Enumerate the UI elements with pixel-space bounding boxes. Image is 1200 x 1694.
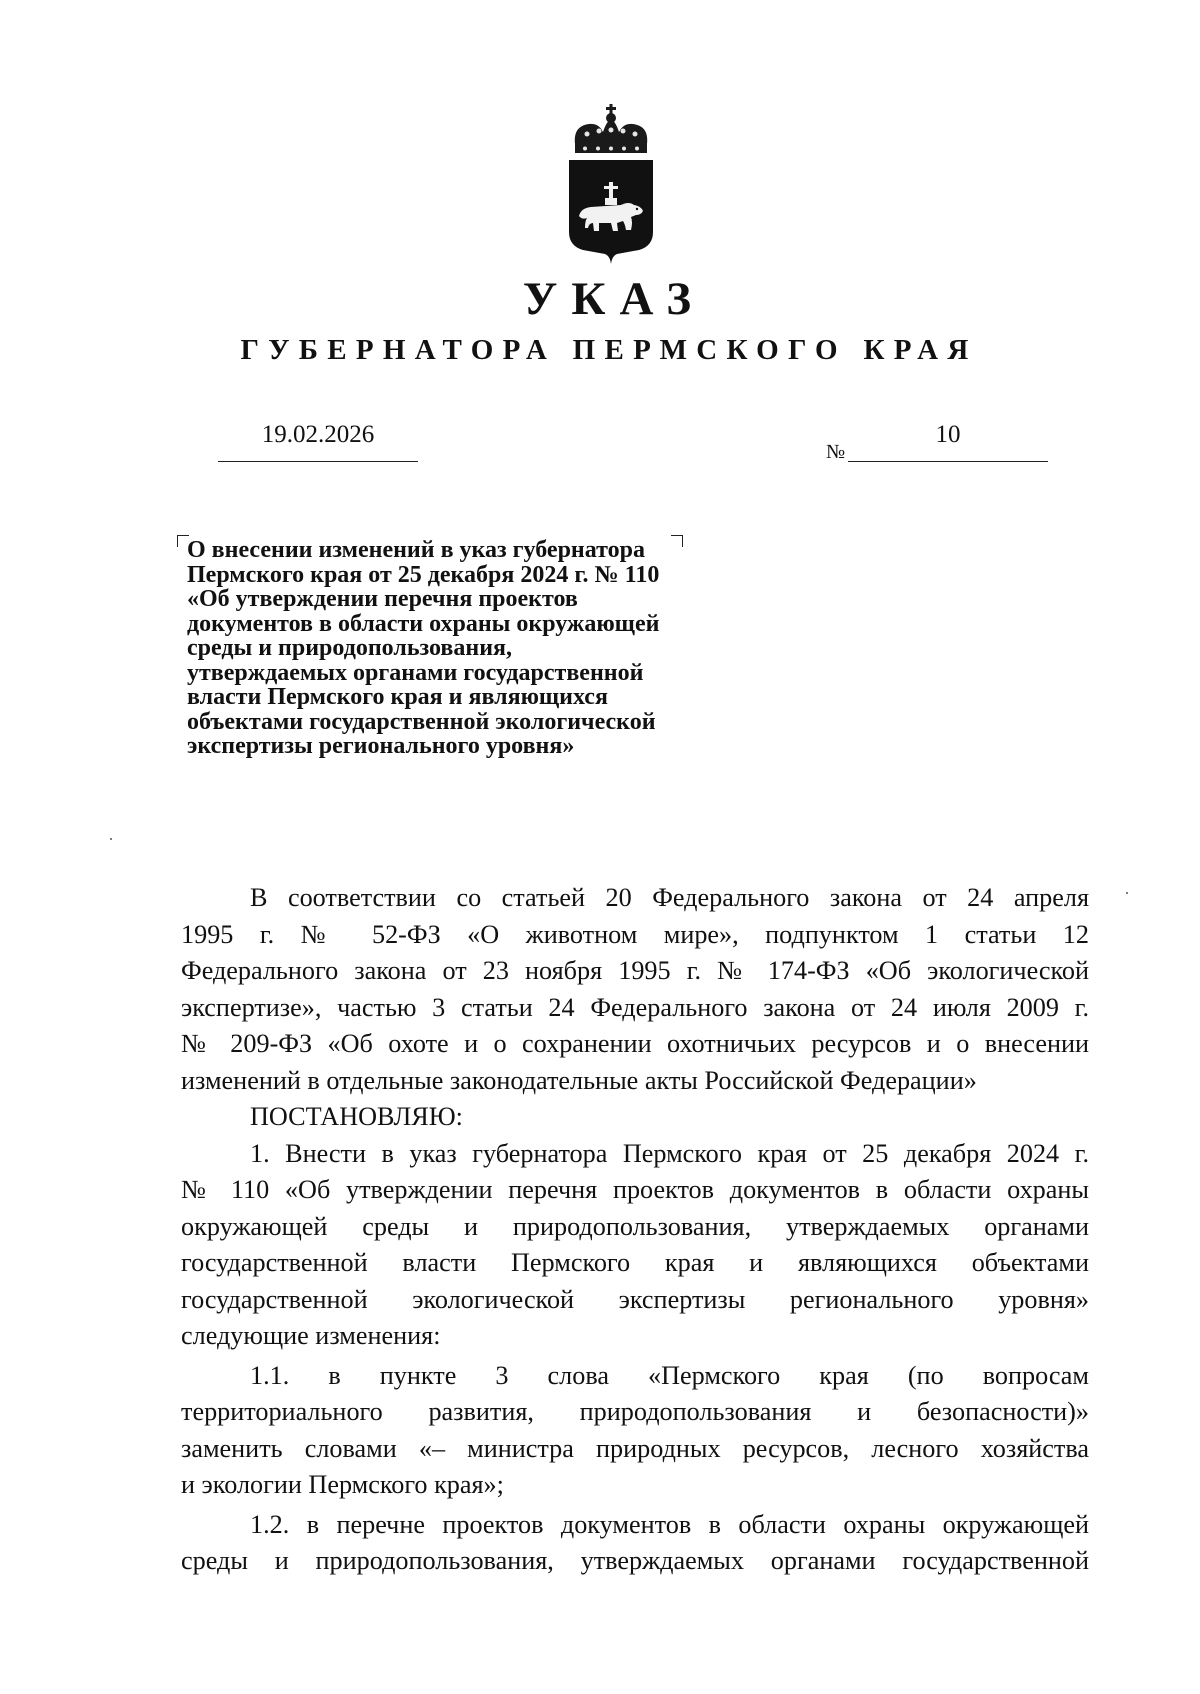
heading-line: власти Пермского края и являющихся [187,684,608,710]
body-line: изменений в отдельные законодательные акты Российской Федерации» [181,1065,977,1095]
scan-speck [1126,892,1128,894]
heading-line: документов в области охраны окружающей [187,610,660,637]
body-line: и экологии Пермского края»; [181,1470,504,1499]
body-line: № 209-ФЗ «Об охоте и о сохранении охотничьих ресурсов и о внесении [181,1029,1089,1058]
body-line: В соответствии со статьей 20 Федерального закона от 24 апреля [250,883,1089,912]
heading-line: О внесении изменений в указ губернатора [187,537,645,563]
body-line: № 110 «Об утверждении перечня проектов документов в области охраны [181,1175,1089,1204]
body-line: государственной экологической экспертизы регионального уровня» [181,1284,1089,1314]
heading-line: среды и природопользования, [187,635,513,661]
decree-body [181,880,1089,1580]
heading-line: «Об утверждении перечня проектов [187,586,578,612]
scan-speck [110,838,112,840]
heading-line: объектами государственной экологической [187,708,656,735]
body-line: следующие изменения: [181,1321,441,1350]
body-line: 1.2. в перечне проектов документов в области охраны окружающей [250,1509,1089,1539]
decree-heading [187,538,777,759]
body-line: государственной власти Пермского края и являющихся объектами [181,1248,1089,1277]
decree-title: УКАЗ [522,273,706,325]
decree-date: 19.02.2026 [261,421,375,448]
body-line: заменить словами «– министра природных ресурсов, лесного хозяйства [181,1433,1089,1463]
resolution-word: ПОСТАНОВЛЯЮ: [250,1102,463,1131]
heading-line: экспертизы регионального уровня» [187,733,575,759]
decree-number: 10 [935,421,961,448]
body-line: окружающей среды и природопользования, утверждаемых органами [181,1211,1089,1241]
number-sign: № [826,441,846,463]
coat-of-arms-icon [563,104,659,264]
heading-line: утверждаемых органами государственной [187,659,644,686]
body-line: территориального развития, природопользования и безопасности)» [181,1397,1089,1426]
number-underline [848,461,1048,462]
body-line: среды и природопользования, утверждаемых органами государственной [181,1546,1089,1575]
body-line: 1.1. в пункте 3 слова «Пермского края (по вопросам [250,1360,1089,1390]
body-line: Федерального закона от 23 ноября 1995 г. № 174-ФЗ «Об экологической [181,956,1089,985]
body-line: экспертизе», частью 3 статьи 24 Федерального закона от 24 июля 2009 г. [181,992,1089,1022]
decree-subtitle: ГУБЕРНАТОРА ПЕРМСКОГО КРАЯ [240,334,978,366]
crown-icon [575,104,647,153]
date-underline [218,461,418,462]
body-line: 1995 г. № 52-ФЗ «О животном мире», подпунктом 1 статьи 12 [181,919,1089,949]
body-line: 1. Внести в указ губернатора Пермского края от 25 декабря 2024 г. [250,1138,1089,1168]
heading-line: Пермского края от 25 декабря 2024 г. № 110 [187,561,660,588]
